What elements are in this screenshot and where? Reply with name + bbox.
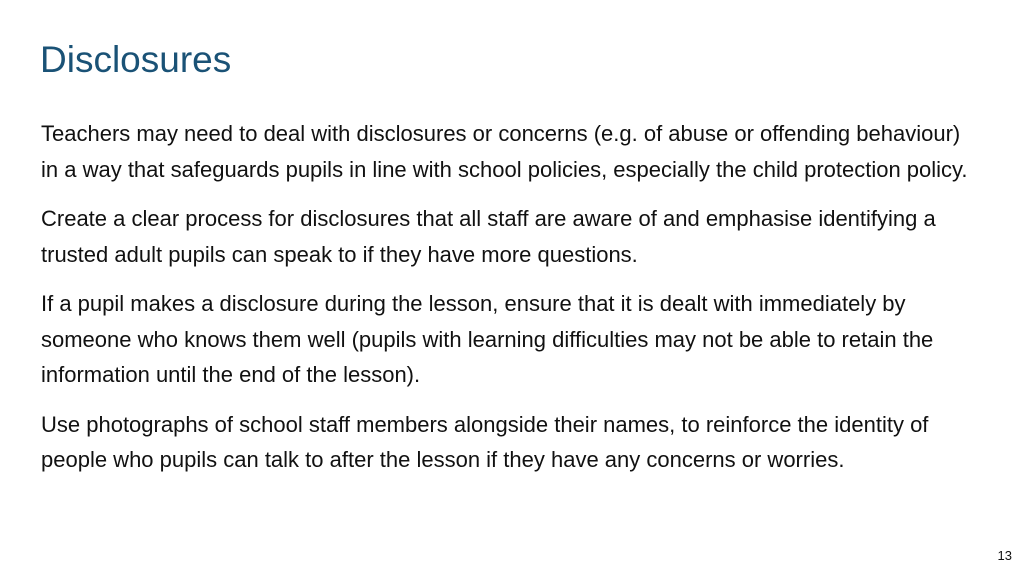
paragraph-disclosure-process: Create a clear process for disclosures that all staff are aware of and emphasise identifying a trusted adult pupils can speak to if they have more questions. [41,206,936,267]
paragraph-safeguarding: Teachers may need to deal with disclosures or concerns (e.g. of abuse or offending behaviour) in a way that safeguards pupils in line with school policies, especially the child protection policy. [41,121,968,182]
page-number: 13 [997,548,1012,563]
paragraph-lesson-disclosure: If a pupil makes a disclosure during the lesson, ensure that it is dealt with immediately by someone who knows them well (pupils with learning difficulties may not be able to retain the information until the end of the lesson). [41,291,934,387]
paragraph-staff-photographs: Use photographs of school staff members alongside their names, to reinforce the identity of people who pupils can talk to after the lesson if they have any concerns or worries. [41,411,929,472]
slide-body [41,116,971,492]
slide-title: Disclosures [40,39,232,80]
